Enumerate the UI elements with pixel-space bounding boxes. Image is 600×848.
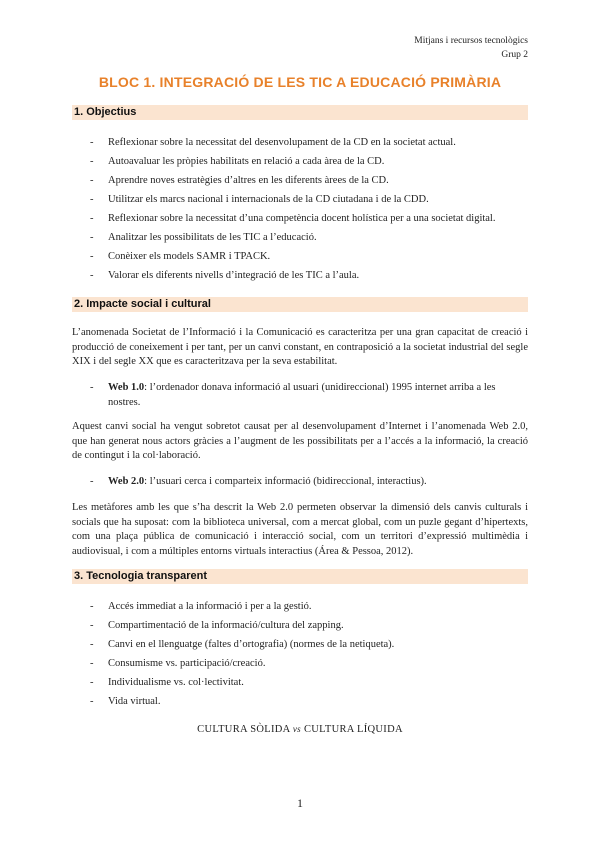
web2-text: : l’usuari cerca i comparteix informació (bidireccional, interactius). — [144, 476, 427, 487]
dash-marker: - — [90, 658, 94, 669]
dash-marker: - — [90, 232, 94, 243]
list-item: - Compartimentació de la informació/cultura del zapping. — [90, 616, 530, 635]
section-heading-tecnologia: 3. Tecnologia transparent — [72, 569, 528, 584]
course-name: Mitjans i recursos tecnològics — [414, 36, 528, 46]
dash-marker: - — [90, 270, 94, 281]
list-item: - Accés immediat a la informació i per a la gestió. — [90, 597, 530, 616]
list-item: - Autoavaluar les pròpies habilitats en relació a cada àrea de la CD. — [90, 152, 530, 171]
dash-marker: - — [90, 382, 94, 393]
culture-liquid: CULTURA LÍQUIDA — [303, 724, 403, 735]
list-item: - Individualisme vs. col·lectivitat. — [90, 673, 530, 692]
paragraph-societat: L’anomenada Societat de l’Informació i la Comunicació es caracteritza per una gran capacitat de creació i producció de coneixement i per tant, per un canvi constant, en contraposició a la societat industrial del segle XIX i del segle XX que es caracteritzava per la seva estabilitat. — [72, 327, 528, 367]
web1-text: : l’ordenador donava informació al usuari (unidireccional) 1995 internet arriba a les nostres. — [108, 382, 496, 408]
paragraph-metafores: Les metàfores amb les que s’ha descrit la Web 2.0 permeten observar la dimensió dels canvis culturals i socials que ha suposat: com la biblioteca universal, com a mercat global, com un puzle gegant d’hipertexts, com una plaça pública de comunicació i interacció social, com un territori d’expressió multimèdia i audiovisual, i com a múltiples entorns virtuals interactius (Área & Pessoa, 2012). — [72, 502, 528, 557]
list-item: - Aprendre noves estratègies d’altres en les diferents àrees de la CD. — [90, 171, 530, 190]
dash-marker: - — [90, 194, 94, 205]
list-item: - Valorar els diferents nivells d’integració de les TIC a l’aula. — [90, 266, 530, 285]
web2-bullet — [90, 474, 528, 489]
culture-solid: CULTURA SÒLIDA — [197, 724, 290, 735]
section-heading-objectius: 1. Objectius — [72, 105, 528, 120]
dash-marker: - — [90, 677, 94, 688]
dash-marker: - — [90, 620, 94, 631]
dash-marker: - — [90, 601, 94, 612]
list-item: - Reflexionar sobre la necessitat del desenvolupament de la CD en la societat actual. — [90, 133, 530, 152]
web1-bullet — [90, 380, 528, 410]
objectives-list — [90, 133, 530, 285]
culture-vs: vs — [292, 724, 301, 734]
web2-label: Web 2.0 — [108, 476, 145, 487]
list-item: - Vida virtual. — [90, 692, 530, 711]
page-header — [414, 34, 528, 62]
group-name: Grup 2 — [501, 50, 528, 60]
dash-marker: - — [90, 213, 94, 224]
page-number: 1 — [297, 796, 303, 810]
list-item: - Reflexionar sobre la necessitat d’una competència docent holística per a una societat digital. — [90, 209, 530, 228]
dash-marker: - — [90, 175, 94, 186]
list-item: - Analitzar les possibilitats de les TIC a l’educació. — [90, 228, 530, 247]
technology-list — [90, 597, 530, 711]
dash-marker: - — [90, 156, 94, 167]
culture-comparison — [72, 724, 528, 735]
list-item: - Utilitzar els marcs nacional i internacionals de la CD ciutadana i de la CDD. — [90, 190, 530, 209]
web1-label: Web 1.0 — [108, 382, 145, 393]
document-title: BLOC 1. INTEGRACIÓ DE LES TIC A EDUCACIÓ PRIMÀRIA — [98, 74, 502, 90]
list-item: - Canvi en el llenguatge (faltes d’ortografia) (normes de la netiqueta). — [90, 635, 530, 654]
dash-marker: - — [90, 251, 94, 262]
section-heading-impacte: 2. Impacte social i cultural — [72, 297, 528, 312]
dash-marker: - — [90, 696, 94, 707]
dash-marker: - — [90, 137, 94, 148]
paragraph-canvi-social: Aquest canvi social ha vengut sobretot causat per al desenvolupament d’Internet i l’anomenada Web 2.0, que han generat nous actors gràcies a l’augment de les possibilitats per a l’accés a la informació, la creació de contingut i la col·laboració. — [72, 421, 528, 461]
list-item: - Conèixer els models SAMR i TPACK. — [90, 247, 530, 266]
dash-marker: - — [90, 476, 94, 487]
dash-marker: - — [90, 639, 94, 650]
list-item: - Consumisme vs. participació/creació. — [90, 654, 530, 673]
